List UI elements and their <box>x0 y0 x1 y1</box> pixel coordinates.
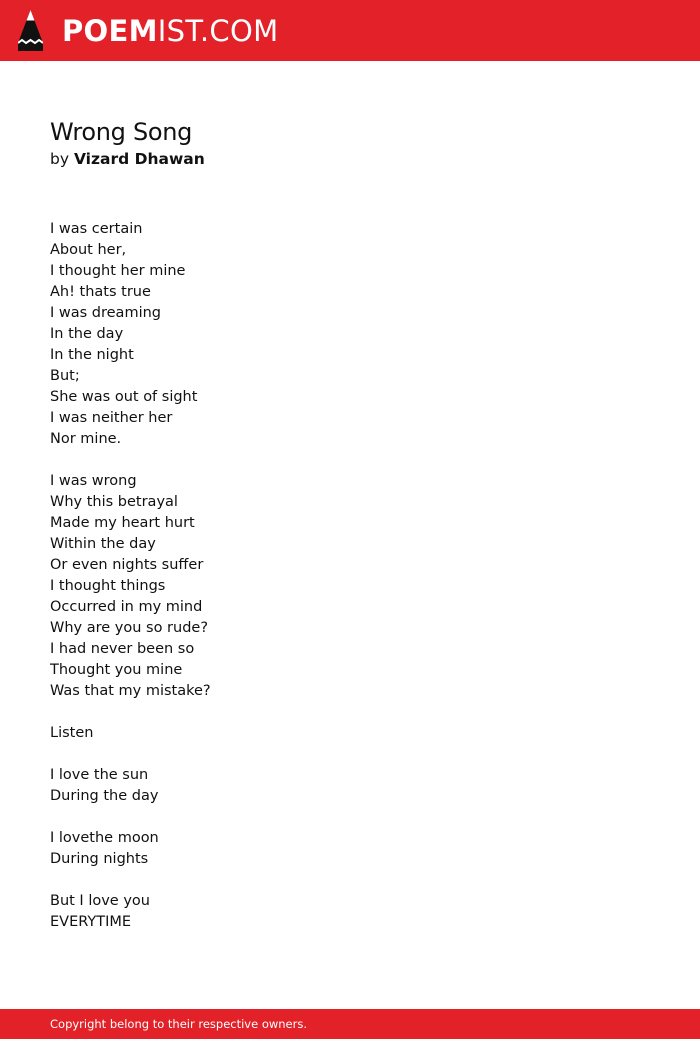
poem-line: Nor mine. <box>50 431 122 447</box>
poem-line: I love the sun <box>50 767 149 783</box>
poem-line: Thought you mine <box>50 662 183 678</box>
poem-line: In the day <box>50 326 124 342</box>
poem-title: Wrong Song <box>50 118 193 146</box>
poem-line: Why this betrayal <box>50 494 178 510</box>
logo-light-text: IST.COM <box>157 14 279 48</box>
site-logo-text[interactable] <box>62 13 278 49</box>
site-footer <box>0 1009 700 1039</box>
poem-line: I was neither her <box>50 410 173 426</box>
poem-byline <box>50 148 205 170</box>
copyright-notice: Copyright belong to their respective owners. <box>50 1017 308 1031</box>
poem-line: Was that my mistake? <box>50 683 211 699</box>
poem-line: About her, <box>50 242 127 258</box>
poem-line: During the day <box>50 788 159 804</box>
poem-line: I was dreaming <box>50 305 161 321</box>
poem-line: I was wrong <box>50 473 137 489</box>
poem-line: She was out of sight <box>50 389 198 405</box>
poem-line: During nights <box>50 851 149 867</box>
poem-line: Ah! thats true <box>50 284 151 300</box>
poem-line: But; <box>50 368 80 384</box>
stanza-break <box>50 702 650 723</box>
poem-line: But I love you <box>50 893 150 909</box>
poem-line: I was certain <box>50 221 143 237</box>
stanza-break <box>50 870 650 891</box>
pencil-tip-icon[interactable] <box>18 10 43 51</box>
poem-line: Why are you so rude? <box>50 620 209 636</box>
poem-line: Occurred in my mind <box>50 599 203 615</box>
stanza-break <box>50 450 650 471</box>
poem-line: In the night <box>50 347 134 363</box>
poem-line: I lovethe moon <box>50 830 159 846</box>
poem-line: Listen <box>50 725 94 741</box>
stanza-break <box>50 807 650 828</box>
stanza-break <box>50 744 650 765</box>
poem-line: EVERYTIME <box>50 914 132 930</box>
by-label: by <box>50 150 70 168</box>
poem-line: Made my heart hurt <box>50 515 195 531</box>
poem-author: Vizard Dhawan <box>73 150 205 168</box>
poem-line: Or even nights suffer <box>50 557 204 573</box>
site-header <box>0 0 700 61</box>
poem-line: I thought things <box>50 578 166 594</box>
poem-line: I thought her mine <box>50 263 186 279</box>
logo-strong-text: POEM <box>62 14 158 48</box>
poem-line: Within the day <box>50 536 156 552</box>
poem-body <box>50 219 650 933</box>
poem-line: I had never been so <box>50 641 195 657</box>
